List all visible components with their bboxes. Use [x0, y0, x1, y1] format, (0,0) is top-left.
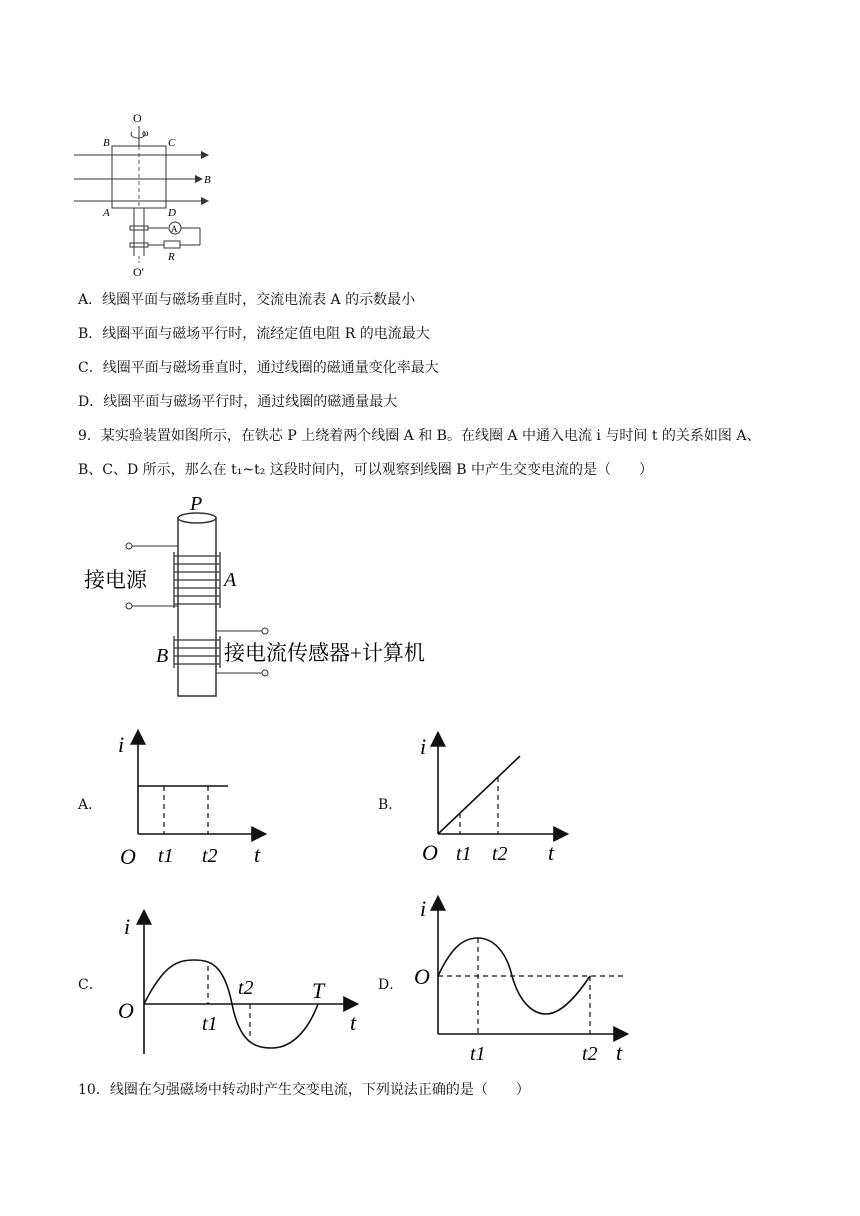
label-O: O: [133, 111, 142, 125]
label-P: P: [190, 493, 203, 515]
graph-b: [414, 728, 574, 873]
label-sensor-computer: 接电流传感器+计算机: [224, 641, 425, 665]
q8-option-a: A．线圈平面与磁场垂直时，交流电流表 A 的示数最小: [78, 292, 416, 308]
q8-option-d: D．线圈平面与磁场平行时，通过线圈的磁通量最大: [78, 394, 398, 410]
graph-c-t2-label: t2: [238, 977, 254, 999]
iron-core-device-figure: [78, 490, 468, 705]
label-R: R: [168, 251, 175, 263]
label-power-source: 接电源: [84, 568, 147, 592]
graph-c: [112, 908, 372, 1068]
graph-c-t1-label: t1: [202, 1013, 218, 1035]
graph-c-t-label: t: [350, 1010, 357, 1035]
graph-a-i-label: i: [118, 732, 125, 757]
graph-d: [412, 894, 644, 1066]
graph-a-t2-label: t2: [202, 845, 218, 867]
label-D: D: [168, 207, 176, 219]
q8-option-c: C．线圈平面与磁场垂直时，通过线圈的磁通量变化率最大: [78, 360, 439, 376]
graph-a: [112, 726, 282, 876]
label-B-corner: B: [103, 137, 110, 149]
graph-b-O-label: O: [422, 840, 438, 865]
label-meter: A: [171, 224, 178, 234]
label-omega: ω: [142, 128, 149, 139]
graph-b-t-label: t: [548, 840, 555, 865]
label-coil-A: A: [224, 569, 237, 591]
label-A: A: [103, 207, 110, 219]
graph-d-t1-label: t1: [470, 1043, 486, 1065]
q9-stem-line1: 9．某实验装置如图所示，在铁芯 P 上绕着两个线圈 A 和 B。在线圈 A 中通入电流 i 与时间 t 的关系如图 A、: [78, 428, 761, 444]
label-O-prime: O': [133, 265, 144, 279]
label-B-field: B: [204, 174, 211, 186]
graph-a-t1-label: t1: [158, 845, 174, 867]
graph-b-t2-label: t2: [492, 843, 508, 865]
q10-stem: 10．线圈在匀强磁场中转动时产生交变电流，下列说法正确的是（ ）: [78, 1082, 530, 1098]
graph-a-option-label: A．: [78, 797, 103, 813]
graph-c-O-label: O: [118, 998, 134, 1023]
graph-b-t1-label: t1: [456, 843, 472, 865]
iron-core: [178, 518, 216, 696]
label-C: C: [168, 137, 176, 149]
graph-a-t-label: t: [254, 842, 261, 867]
graph-d-i-label: i: [420, 896, 427, 921]
rotating-coil-figure: [70, 108, 230, 280]
graph-d-option-label: D．: [378, 977, 404, 993]
graph-d-O-label: O: [414, 964, 430, 989]
graph-b-i-label: i: [420, 734, 427, 759]
resistor-symbol: [164, 241, 180, 248]
graph-c-i-label: i: [124, 914, 131, 939]
graph-b-ramp-line: [438, 756, 520, 834]
q8-option-b: B．线圈平面与磁场平行时，流经定值电阻 R 的电流最大: [78, 326, 430, 342]
graph-c-option-label: C．: [78, 977, 103, 993]
label-coil-B: B: [156, 645, 169, 667]
graph-d-t-label: t: [616, 1040, 623, 1065]
graph-b-option-label: B．: [378, 797, 403, 813]
graph-a-O-label: O: [120, 844, 136, 869]
graph-c-T-label: T: [312, 978, 325, 1003]
q9-stem-line2: B、C、D 所示，那么在 t₁~t₂ 这段时间内，可以观察到线圈 B 中产生交变电流的是（ ）: [78, 462, 653, 478]
graph-d-t2-label: t2: [582, 1043, 598, 1065]
